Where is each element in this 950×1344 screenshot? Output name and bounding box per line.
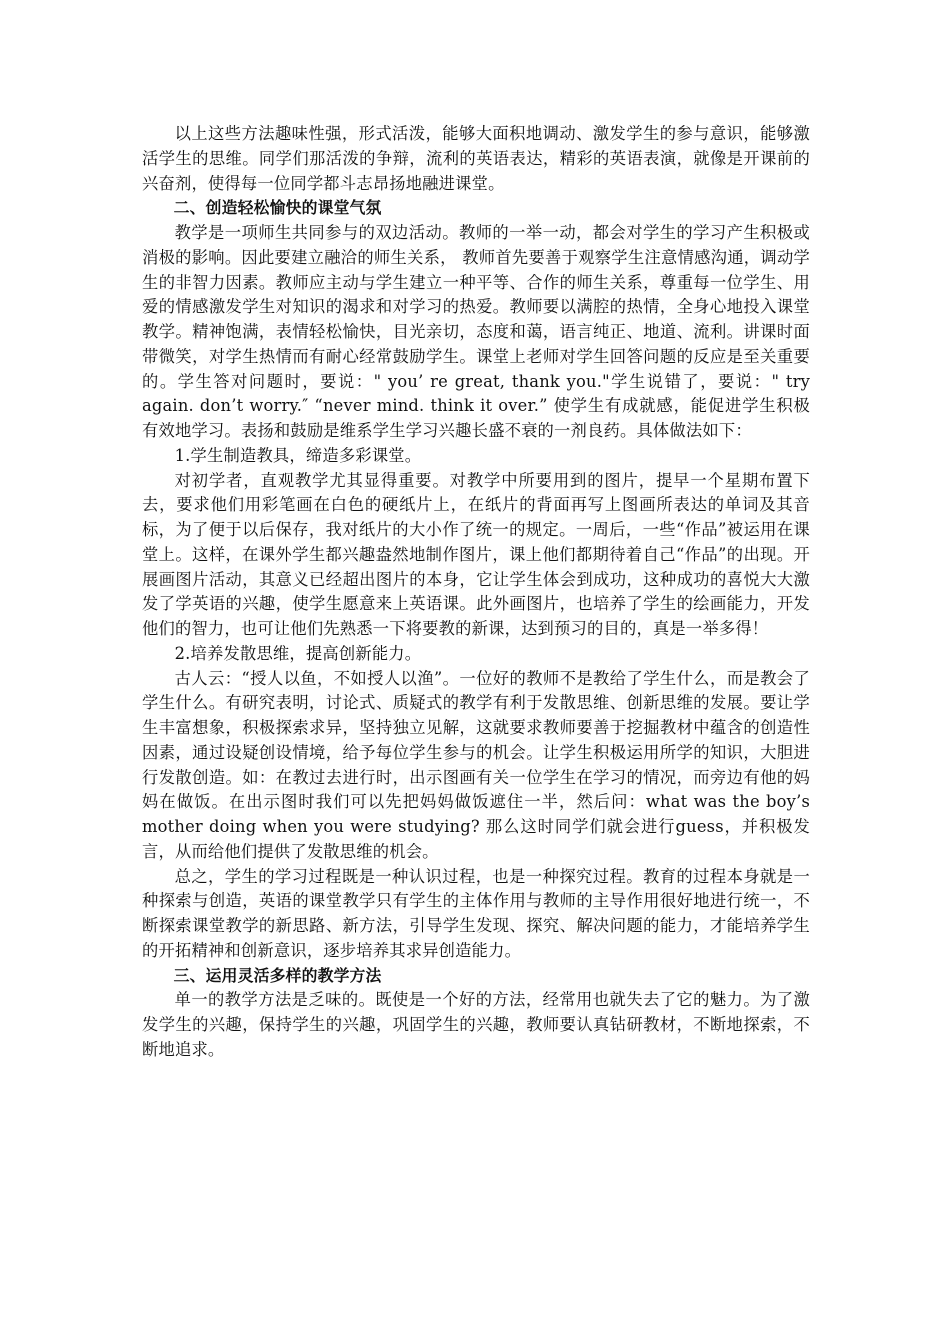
paragraph-teaching-aids: 对初学者，直观教学尤其显得重要。对教学中所要用到的图片，提早一个星期布置下去，要求他们用彩笔画在白色的硬纸片上，在纸片的背面再写上图画所表达的单词及其音标，为了便于以后保存，我对纸片的大小作了统一的规定。一周后，一些“作品”被运用在课堂上。这样，在课外学生都兴趣盎然地制作图片，课上他们都期待着自己“作品”的出现。开展画图片活动，其意义已经超出图片的本身，它让学生体会到成功，这种成功的喜悦大大激发了学英语的兴趣，使学生愿意来上英语课。此外画图片，也培养了学生的绘画能力，开发他们的智力，也可让他们先熟悉一下将要教的新课，达到预习的目的，真是一举多得！ bbox=[142, 470, 810, 638]
paragraph-classroom-atmosphere: 教学是一项师生共同参与的双边活动。教师的一举一动，都会对学生的学习产生积极或消极的影响。因此要建立融洽的师生关系， 教师首先要善于观察学生注意情感沟通，调动学生的非智力因素。教师应主动与学生建立一种平等、合作的师生关系，尊重每一位学生、用爱的情感激发学生对知识的渴求和对学习的热爱。教师要以满腔的热情，全身心地投入课堂教学。精神饱满，表情轻松愉快，目光亲切，态度和蔼，语言纯正、地道、流利。讲课时面带微笑，对学生热情而有耐心经常鼓励学生。课堂上老师对学生回答问题的反应是至关重要的。学生答对问题时，要说：" you’ re great, thank you."学生说错了，要说：" try again. don’t worry.″ “never mind. think it over.” 使学生有成就感，能促进学生积极有效地学习。表扬和鼓励是维系学生学习兴趣长盛不衰的一剂良药。具体做法如下： bbox=[142, 223, 810, 440]
paragraph-conclusion: 总之，学生的学习过程既是一种认识过程，也是一种探究过程。教育的过程本身就是一种探索与创造，英语的课堂教学只有学生的主体作用与教师的主导作用很好地进行统一，不断探索课堂教学的新思路、新方法，引导学生发现、探究、解决问题的能力，才能培养学生的开拓精神和创新意识，逐步培养其求异创造能力。 bbox=[142, 866, 810, 960]
paragraph-intro-summary: 以上这些方法趣味性强，形式活泼，能够大面积地调动、激发学生的参与意识，能够激活学生的思维。同学们那活泼的争辩，流利的英语表达，精彩的英语表演，就像是开课前的兴奋剂，使得每一位同学都斗志昂扬地融进课堂。 bbox=[142, 124, 810, 193]
paragraph-divergent-thinking: 古人云：“授人以鱼，不如授人以渔”。一位好的教师不是教给了学生什么，而是教会了学生什么。有研究表明，讨论式、质疑式的教学有利于发散思维、创新思维的发展。要让学生丰富想象，积极探索求异，坚持独立见解，这就要求教师要善于挖掘教材中蕴含的创造性因素，通过设疑创设情境，给予每位学生参与的机会。让学生积极运用所学的知识，大胆进行发散创造。如：在教过去进行时，出示图画有关一位学生在学习的情况，而旁边有他的妈妈在做饭。在出示图时我们可以先把妈妈做饭遮住一半，然后问：what was the boy’s mother doing when you were studying? 那么这时同学们就会进行guess，并积极发言，从而给他们提供了发散思维的机会。 bbox=[142, 668, 810, 861]
section-heading-2: 二、创造轻松愉快的课堂气氛 bbox=[173, 198, 382, 218]
paragraph-teaching-methods: 单一的教学方法是乏味的。既使是一个好的方法，经常用也就失去了它的魅力。为了激发学生的兴趣，保持学生的兴趣，巩固学生的兴趣，教师要认真钻研教材，不断地探索，不断地追求。 bbox=[142, 990, 810, 1059]
subheading-teaching-aids: 1.学生制造教具，缔造多彩课堂。 bbox=[174, 445, 422, 465]
document-page bbox=[142, 122, 810, 1063]
section-heading-3: 三、运用灵活多样的教学方法 bbox=[173, 965, 382, 985]
subheading-divergent-thinking: 2.培养发散思维，提高创新能力。 bbox=[174, 643, 422, 663]
